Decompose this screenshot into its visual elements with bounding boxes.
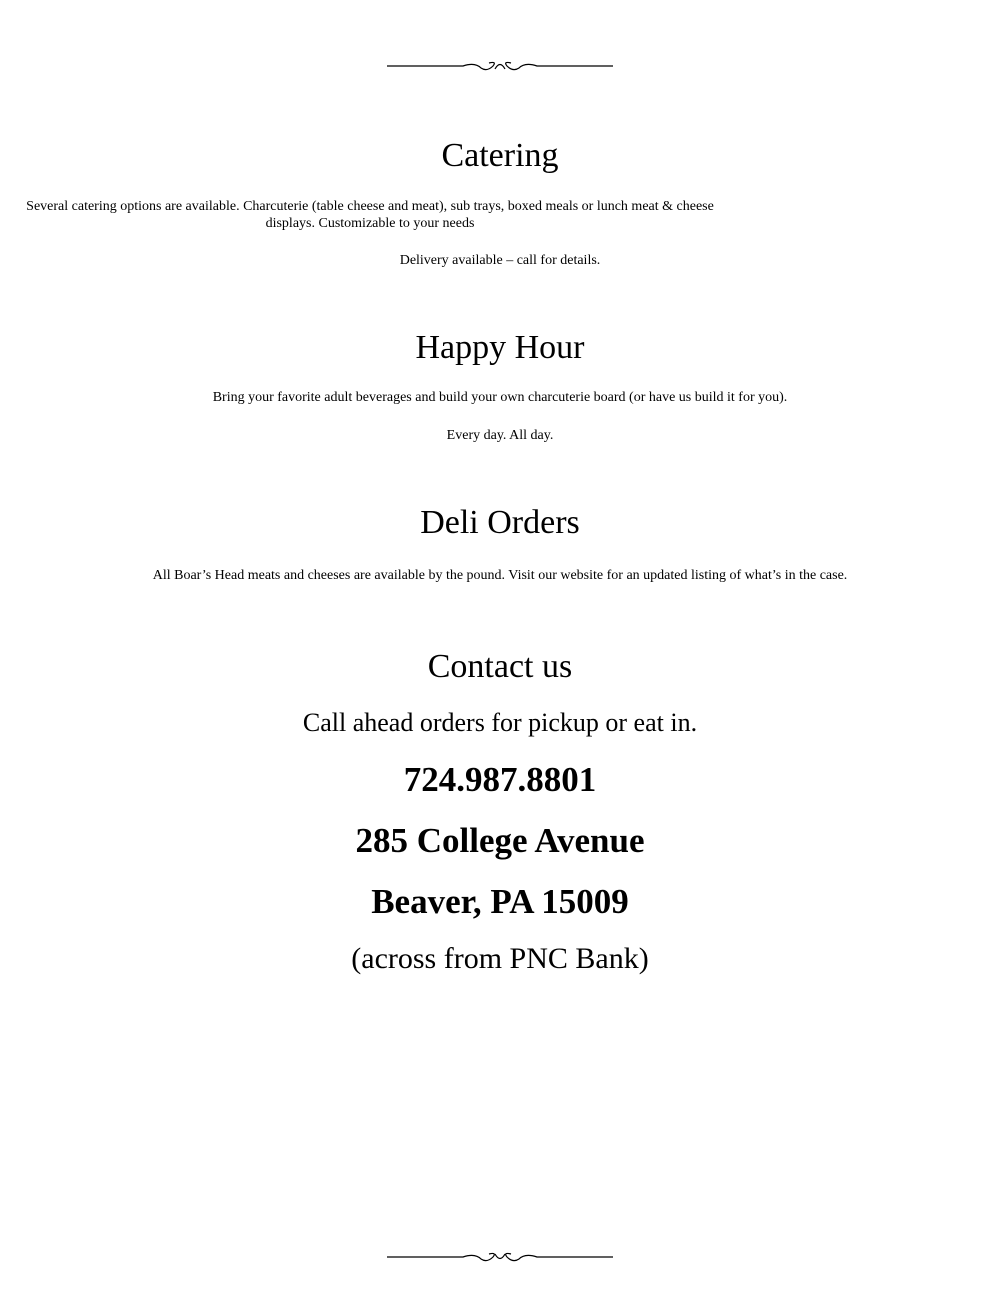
contact-intro-block <box>0 708 1000 738</box>
catering-delivery: Delivery available – call for details. <box>399 253 601 268</box>
contact-landmark-block <box>0 942 1000 976</box>
contact-city-block <box>0 882 1000 922</box>
deli-orders-description: All Boar’s Head meats and cheeses are available by the pound. Visit our website for an updated listing of what’s in the case. <box>152 568 848 583</box>
happy-hour-title: Happy Hour <box>415 329 585 366</box>
contact-landmark: (across from PNC Bank) <box>351 942 649 975</box>
contact-city: Beaver, PA 15009 <box>371 882 629 921</box>
contact-title: Contact us <box>427 648 573 685</box>
happy-hour-text <box>0 389 1000 406</box>
deli-orders-section <box>0 504 1000 541</box>
catering-text <box>0 198 1000 232</box>
bottom-flourish-ornament <box>0 1247 1000 1267</box>
happy-hour-section <box>0 329 1000 366</box>
deli-orders-title: Deli Orders <box>420 504 580 541</box>
deli-orders-text <box>0 567 1000 584</box>
contact-section <box>0 648 1000 685</box>
contact-phone: 724.987.8801 <box>403 760 597 799</box>
happy-hour-description: Bring your favorite adult beverages and build your own charcuterie board (or have us build it for you). <box>212 390 788 405</box>
catering-section <box>0 137 1000 174</box>
catering-title: Catering <box>441 137 559 174</box>
catering-delivery-block <box>0 252 1000 269</box>
happy-hour-schedule-block <box>0 427 1000 444</box>
contact-street-block <box>0 821 1000 861</box>
catering-description: Several catering options are available. Charcuterie (table cheese and meat), sub trays, boxed meals or lunch meat & cheese displays. Customizable to your needs <box>26 199 714 231</box>
happy-hour-schedule: Every day. All day. <box>446 428 554 443</box>
contact-phone-block <box>0 760 1000 800</box>
contact-intro: Call ahead orders for pickup or eat in. <box>302 708 698 737</box>
contact-street: 285 College Avenue <box>355 821 645 860</box>
top-flourish-ornament <box>0 56 1000 76</box>
